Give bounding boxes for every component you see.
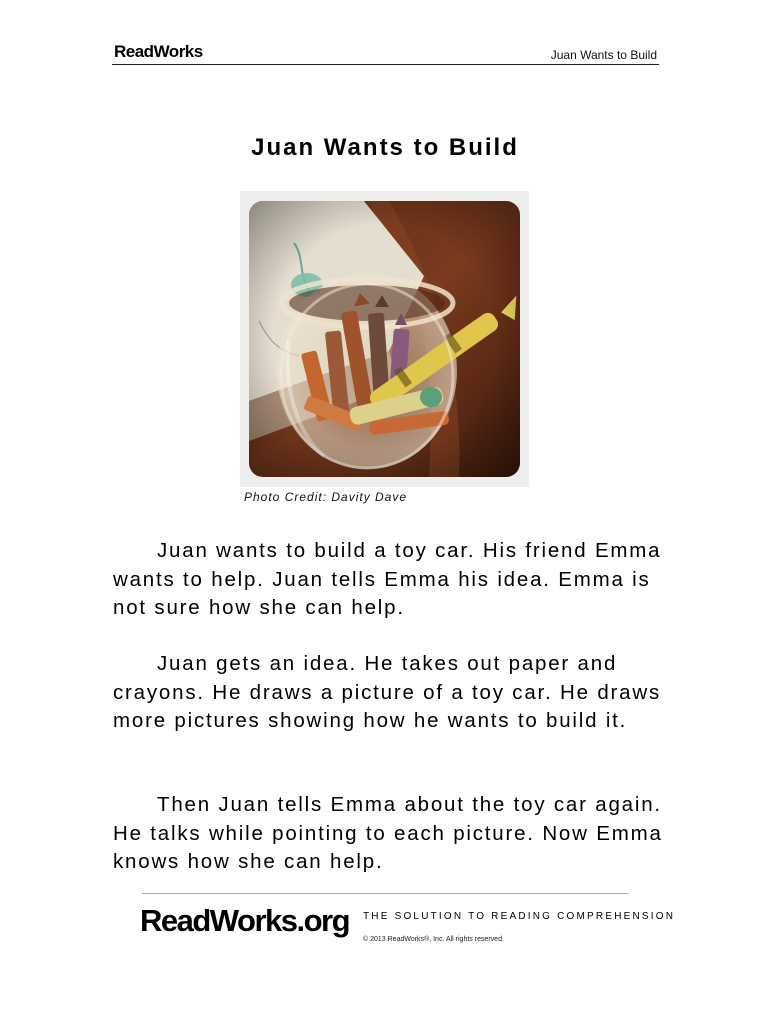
- header-divider: [112, 64, 659, 65]
- story-paragraph-3: [113, 791, 673, 877]
- footer-copyright: © 2013 ReadWorks®, Inc. All rights reserved.: [363, 936, 504, 943]
- paragraph-text: Juan gets an idea. He takes out paper and crayons. He draws a picture of a toy car. He draws more pictures showing how he wants to build it.: [113, 652, 662, 732]
- story-paragraph-1: [113, 537, 673, 623]
- paragraph-text: Juan wants to build a toy car. His friend Emma wants to help. Juan tells Emma his idea. Emma is not sure how she can help.: [113, 539, 662, 619]
- footer-logo: ReadWorks.org: [140, 903, 350, 938]
- paragraph-text: Then Juan tells Emma about the toy car again. He talks while pointing to each picture. Now Emma knows how she can help.: [113, 793, 663, 873]
- story-paragraph-2: [113, 650, 673, 736]
- photo-frame: [240, 191, 529, 487]
- crayons-jar-photo: [249, 201, 520, 477]
- footer-divider: [142, 893, 629, 894]
- header-title: Juan Wants to Build: [550, 48, 657, 62]
- footer-tagline: THE SOLUTION TO READING COMPREHENSION: [363, 911, 676, 922]
- photo-credit: Photo Credit: Davity Dave: [244, 490, 408, 504]
- page-title: Juan Wants to Build: [251, 134, 519, 161]
- header-logo: ReadWorks: [114, 42, 203, 61]
